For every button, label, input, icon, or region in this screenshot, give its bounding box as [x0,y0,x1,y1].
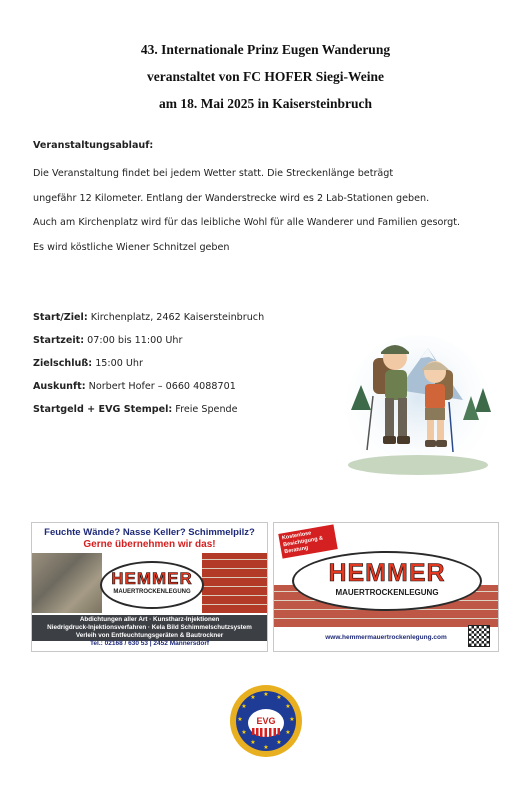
detail-label: Auskunft: [33,381,86,392]
program-heading: Veranstaltungsablauf: [33,140,154,151]
brick-wall-image [202,553,267,613]
hemmer-logo [292,551,482,611]
detail-label: Startzeit: [33,335,85,346]
hikers-illustration [343,330,493,480]
free-consultation-badge: Kostenlose Besichtigung & Beratung [278,524,337,558]
ad-services [32,615,267,641]
svg-text:★: ★ [263,691,269,698]
detail-value: 15:00 Uhr [95,358,143,369]
ad-service-line: Verleih von Entfeuchtungsgeräten & Bautrockner [75,632,224,639]
program-description [33,162,460,260]
evg-logo-text: EVG [256,716,276,726]
detail-startgeld [33,398,264,421]
detail-label: Zielschluß: [33,358,93,369]
program-line: ungefähr 12 Kilometer. Entlang der Wanderstrecke wird es 2 Lab-Stationen geben. [33,192,430,204]
program-line: Es wird köstliche Wiener Schnitzel geben [33,241,230,253]
program-line: Die Veranstaltung findet bei jedem Wetter statt. Die Streckenlänge beträgt [33,168,394,179]
hemmer-ad-right [273,522,499,652]
qr-code [468,625,490,647]
event-organizer: veranstaltet von FC HOFER Siegi-Weine [147,69,384,84]
svg-text:★: ★ [263,744,269,751]
stone-wall-image [32,553,102,613]
hemmer-logo-subtext: MAUERTROCKENLEGUNG [113,589,191,595]
svg-text:★: ★ [289,716,295,723]
detail-value: Freie Spende [175,404,238,415]
hemmer-logo [100,561,204,609]
event-title: 43. Internationale Prinz Eugen Wanderung [140,42,391,57]
svg-text:★: ★ [276,739,282,746]
svg-text:★: ★ [241,703,247,710]
ad-headline: Feuchte Wände? Nasse Keller? Schimmelpilz? [44,527,255,538]
detail-value: 07:00 bis 11:00 Uhr [87,335,183,346]
detail-value: Kirchenplatz, 2462 Kaisersteinbruch [90,312,265,323]
ad-service-line: Abdichtungen aller Art · Kunstharz-Injektionen [79,616,220,623]
svg-text:★: ★ [250,694,256,701]
ad-website: www.hemmermauertrockenlegung.com [325,634,447,641]
ad-contact: Tel.: 02168 / 630 53 | 2452 Mannersdorf [89,640,210,647]
detail-label: Start/Ziel: [33,312,88,323]
detail-zielschluss [33,352,264,375]
detail-auskunft [33,375,264,398]
hemmer-logo-text: HEMMER [111,569,193,588]
event-details [33,306,264,421]
svg-text:★: ★ [285,703,291,710]
program-line: Auch am Kirchenplatz wird für das leibliche Wohl für alle Wanderer und Familien gesorgt. [33,217,461,228]
event-title-block [0,36,531,117]
event-date-location: am 18. Mai 2025 in Kaisersteinbruch [159,96,372,111]
hemmer-ad-left [31,522,268,652]
svg-text:★: ★ [285,729,291,736]
detail-value: Norbert Hofer – 0660 4088701 [88,381,236,392]
svg-text:★: ★ [250,739,256,746]
evg-logo [228,683,304,759]
svg-text:★: ★ [241,729,247,736]
svg-text:★: ★ [276,694,282,701]
hemmer-logo-subtext: MAUERTROCKENLEGUNG [335,588,439,597]
ad-service-line: Niedrigdruck-Injektionsverfahren · Kela Bild Schimmelschutzsystem [47,624,252,631]
detail-label: Startgeld + EVG Stempel: [33,404,173,415]
ad-subline: Gerne übernehmen wir das! [83,539,216,550]
detail-start-ziel [33,306,264,329]
svg-text:★: ★ [237,716,243,723]
hemmer-logo-text: HEMMER [328,559,446,587]
detail-startzeit [33,329,264,352]
